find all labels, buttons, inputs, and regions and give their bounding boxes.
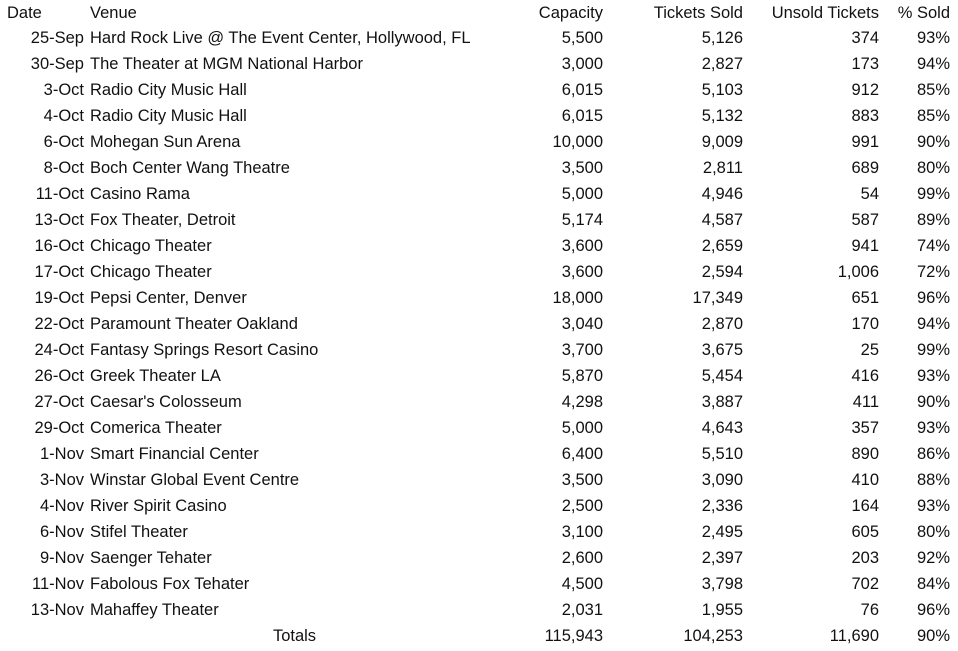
row-pct-sold: 94% — [916, 315, 950, 333]
row-unsold: 689 — [851, 159, 879, 177]
row-pct-sold: 96% — [916, 289, 950, 307]
row-venue: The Theater at MGM National Harbor — [90, 55, 363, 73]
table-row — [0, 337, 956, 363]
table-row — [0, 129, 956, 155]
row-pct-sold: 99% — [916, 341, 950, 359]
header-row — [0, 0, 956, 25]
totals-row — [0, 623, 956, 649]
table-row — [0, 103, 956, 129]
header-date: Date — [7, 3, 42, 22]
row-unsold: 54 — [860, 185, 879, 203]
row-unsold: 651 — [851, 289, 879, 307]
row-tickets-sold: 3,090 — [701, 471, 743, 489]
row-date: 13-Nov — [30, 601, 84, 619]
row-capacity: 5,174 — [561, 211, 603, 229]
row-tickets-sold: 2,870 — [701, 315, 743, 333]
row-date: 22-Oct — [34, 315, 84, 333]
row-venue: Greek Theater LA — [90, 367, 221, 385]
totals-unsold: 11,690 — [829, 627, 879, 645]
table-row — [0, 415, 956, 441]
row-capacity: 2,600 — [561, 549, 603, 567]
table-body — [0, 25, 956, 623]
row-capacity: 5,000 — [561, 185, 603, 203]
row-unsold: 587 — [851, 211, 879, 229]
row-capacity: 5,000 — [561, 419, 603, 437]
row-unsold: 1,006 — [837, 263, 879, 281]
row-venue: Casino Rama — [90, 185, 190, 203]
row-capacity: 2,500 — [561, 497, 603, 515]
table-row — [0, 77, 956, 103]
row-unsold: 416 — [851, 367, 879, 385]
row-tickets-sold: 2,811 — [702, 159, 743, 177]
table-row — [0, 285, 956, 311]
totals-tickets-sold: 104,253 — [683, 627, 743, 645]
table-row — [0, 597, 956, 623]
row-unsold: 25 — [860, 341, 879, 359]
row-tickets-sold: 2,495 — [701, 523, 743, 541]
row-pct-sold: 93% — [916, 497, 950, 515]
row-capacity: 3,600 — [561, 237, 603, 255]
row-capacity: 5,870 — [561, 367, 603, 385]
row-unsold: 173 — [851, 55, 879, 73]
table-row — [0, 467, 956, 493]
row-pct-sold: 92% — [916, 549, 950, 567]
row-pct-sold: 86% — [916, 445, 950, 463]
row-tickets-sold: 5,510 — [701, 445, 743, 463]
row-capacity: 6,400 — [561, 445, 603, 463]
row-venue: Smart Financial Center — [90, 445, 259, 463]
table-row — [0, 363, 956, 389]
row-unsold: 164 — [851, 497, 879, 515]
row-venue: Radio City Music Hall — [90, 81, 247, 99]
row-tickets-sold: 4,587 — [701, 211, 743, 229]
header-capacity: Capacity — [538, 3, 603, 22]
totals-label: Totals — [272, 627, 317, 645]
totals-pct-sold: 90% — [916, 627, 950, 645]
row-pct-sold: 99% — [916, 185, 950, 203]
table-row — [0, 545, 956, 571]
table-row — [0, 25, 956, 51]
row-date: 11-Nov — [32, 575, 84, 593]
table-row — [0, 389, 956, 415]
row-tickets-sold: 17,349 — [692, 289, 743, 307]
row-unsold: 890 — [851, 445, 879, 463]
row-venue: Boch Center Wang Theatre — [90, 159, 290, 177]
row-venue: Radio City Music Hall — [90, 107, 247, 125]
row-unsold: 912 — [851, 81, 879, 99]
row-pct-sold: 72% — [916, 263, 950, 281]
table-row — [0, 207, 956, 233]
row-venue: Fantasy Springs Resort Casino — [90, 341, 319, 359]
row-tickets-sold: 2,336 — [701, 497, 743, 515]
row-unsold: 411 — [852, 393, 879, 411]
row-date: 11-Oct — [35, 185, 84, 203]
row-capacity: 6,015 — [561, 81, 603, 99]
row-tickets-sold: 5,454 — [701, 367, 743, 385]
row-pct-sold: 89% — [916, 211, 950, 229]
row-tickets-sold: 3,887 — [701, 393, 743, 411]
row-capacity: 3,500 — [561, 471, 603, 489]
row-pct-sold: 85% — [916, 107, 950, 125]
row-capacity: 5,500 — [561, 29, 603, 47]
row-tickets-sold: 2,659 — [701, 237, 743, 255]
row-unsold: 203 — [851, 549, 879, 567]
row-pct-sold: 88% — [916, 471, 950, 489]
row-tickets-sold: 2,594 — [701, 263, 743, 281]
row-tickets-sold: 9,009 — [701, 133, 743, 151]
table-row — [0, 233, 956, 259]
row-date: 3-Nov — [39, 471, 84, 489]
row-pct-sold: 80% — [916, 159, 950, 177]
table-row — [0, 519, 956, 545]
row-pct-sold: 80% — [916, 523, 950, 541]
row-date: 3-Oct — [43, 81, 84, 99]
row-tickets-sold: 5,103 — [701, 81, 743, 99]
row-date: 9-Nov — [39, 549, 84, 567]
row-capacity: 10,000 — [552, 133, 603, 151]
table-row — [0, 571, 956, 597]
row-venue: Fox Theater, Detroit — [90, 211, 236, 229]
table-row — [0, 155, 956, 181]
row-tickets-sold: 5,132 — [701, 107, 743, 125]
row-capacity: 3,000 — [561, 55, 603, 73]
row-unsold: 941 — [851, 237, 879, 255]
row-date: 13-Oct — [34, 211, 84, 229]
row-date: 29-Oct — [34, 419, 84, 437]
row-date: 30-Sep — [30, 55, 84, 73]
row-tickets-sold: 3,798 — [701, 575, 743, 593]
row-venue: Mahaffey Theater — [90, 601, 219, 619]
header-unsold-tickets: Unsold Tickets — [771, 3, 879, 22]
row-venue: Mohegan Sun Arena — [90, 133, 241, 151]
row-capacity: 3,100 — [561, 523, 603, 541]
row-date: 6-Nov — [39, 523, 84, 541]
row-venue: Caesar's Colosseum — [90, 393, 242, 411]
row-date: 17-Oct — [34, 263, 84, 281]
row-pct-sold: 93% — [916, 419, 950, 437]
row-tickets-sold: 3,675 — [701, 341, 743, 359]
row-date: 1-Nov — [39, 445, 84, 463]
row-tickets-sold: 5,126 — [701, 29, 743, 47]
row-venue: Paramount Theater Oakland — [90, 315, 298, 333]
table-row — [0, 441, 956, 467]
row-pct-sold: 74% — [916, 237, 950, 255]
row-tickets-sold: 2,397 — [701, 549, 743, 567]
row-date: 27-Oct — [34, 393, 84, 411]
table-row — [0, 259, 956, 285]
row-tickets-sold: 4,643 — [701, 419, 743, 437]
row-pct-sold: 93% — [916, 29, 950, 47]
row-unsold: 605 — [851, 523, 879, 541]
header-pct-sold: % Sold — [897, 3, 950, 22]
row-venue: Pepsi Center, Denver — [90, 289, 247, 307]
header-tickets-sold: Tickets Sold — [653, 3, 743, 22]
row-pct-sold: 93% — [916, 367, 950, 385]
row-venue: River Spirit Casino — [90, 497, 227, 515]
row-venue: Winstar Global Event Centre — [90, 471, 300, 489]
row-capacity: 4,500 — [561, 575, 603, 593]
row-unsold: 410 — [851, 471, 879, 489]
row-tickets-sold: 4,946 — [701, 185, 743, 203]
row-venue: Chicago Theater — [90, 237, 212, 255]
row-venue: Chicago Theater — [90, 263, 212, 281]
row-date: 19-Oct — [34, 289, 84, 307]
row-pct-sold: 84% — [916, 575, 950, 593]
row-tickets-sold: 2,827 — [701, 55, 743, 73]
row-capacity: 3,700 — [561, 341, 603, 359]
row-unsold: 883 — [851, 107, 879, 125]
row-date: 6-Oct — [43, 133, 84, 151]
row-unsold: 170 — [851, 315, 879, 333]
row-capacity: 6,015 — [561, 107, 603, 125]
row-capacity: 3,600 — [561, 263, 603, 281]
row-unsold: 357 — [851, 419, 879, 437]
row-date: 16-Oct — [34, 237, 84, 255]
row-unsold: 702 — [851, 575, 879, 593]
table-row — [0, 51, 956, 77]
row-venue: Stifel Theater — [90, 523, 188, 541]
row-pct-sold: 94% — [916, 55, 950, 73]
row-venue: Comerica Theater — [90, 419, 222, 437]
header-venue: Venue — [90, 3, 137, 22]
row-date: 24-Oct — [34, 341, 84, 359]
row-pct-sold: 90% — [916, 133, 950, 151]
row-capacity: 3,040 — [561, 315, 603, 333]
row-unsold: 76 — [860, 601, 879, 619]
row-venue: Saenger Tehater — [90, 549, 212, 567]
row-date: 26-Oct — [34, 367, 84, 385]
row-pct-sold: 85% — [916, 81, 950, 99]
table-row — [0, 311, 956, 337]
row-date: 4-Oct — [43, 107, 84, 125]
row-unsold: 374 — [851, 29, 879, 47]
row-date: 8-Oct — [43, 159, 84, 177]
row-capacity: 18,000 — [552, 289, 603, 307]
row-capacity: 3,500 — [561, 159, 603, 177]
row-date: 25-Sep — [30, 29, 84, 47]
row-tickets-sold: 1,955 — [701, 601, 743, 619]
row-pct-sold: 90% — [916, 393, 950, 411]
table-row — [0, 181, 956, 207]
row-venue: Hard Rock Live @ The Event Center, Hollywood, FL — [90, 29, 471, 47]
row-venue: Fabolous Fox Tehater — [90, 575, 250, 593]
row-capacity: 4,298 — [561, 393, 603, 411]
totals-capacity: 115,943 — [544, 627, 603, 645]
row-pct-sold: 96% — [916, 601, 950, 619]
row-unsold: 991 — [851, 133, 879, 151]
row-capacity: 2,031 — [561, 601, 603, 619]
row-date: 4-Nov — [39, 497, 84, 515]
table-row — [0, 493, 956, 519]
totals-date-cell — [0, 623, 84, 649]
